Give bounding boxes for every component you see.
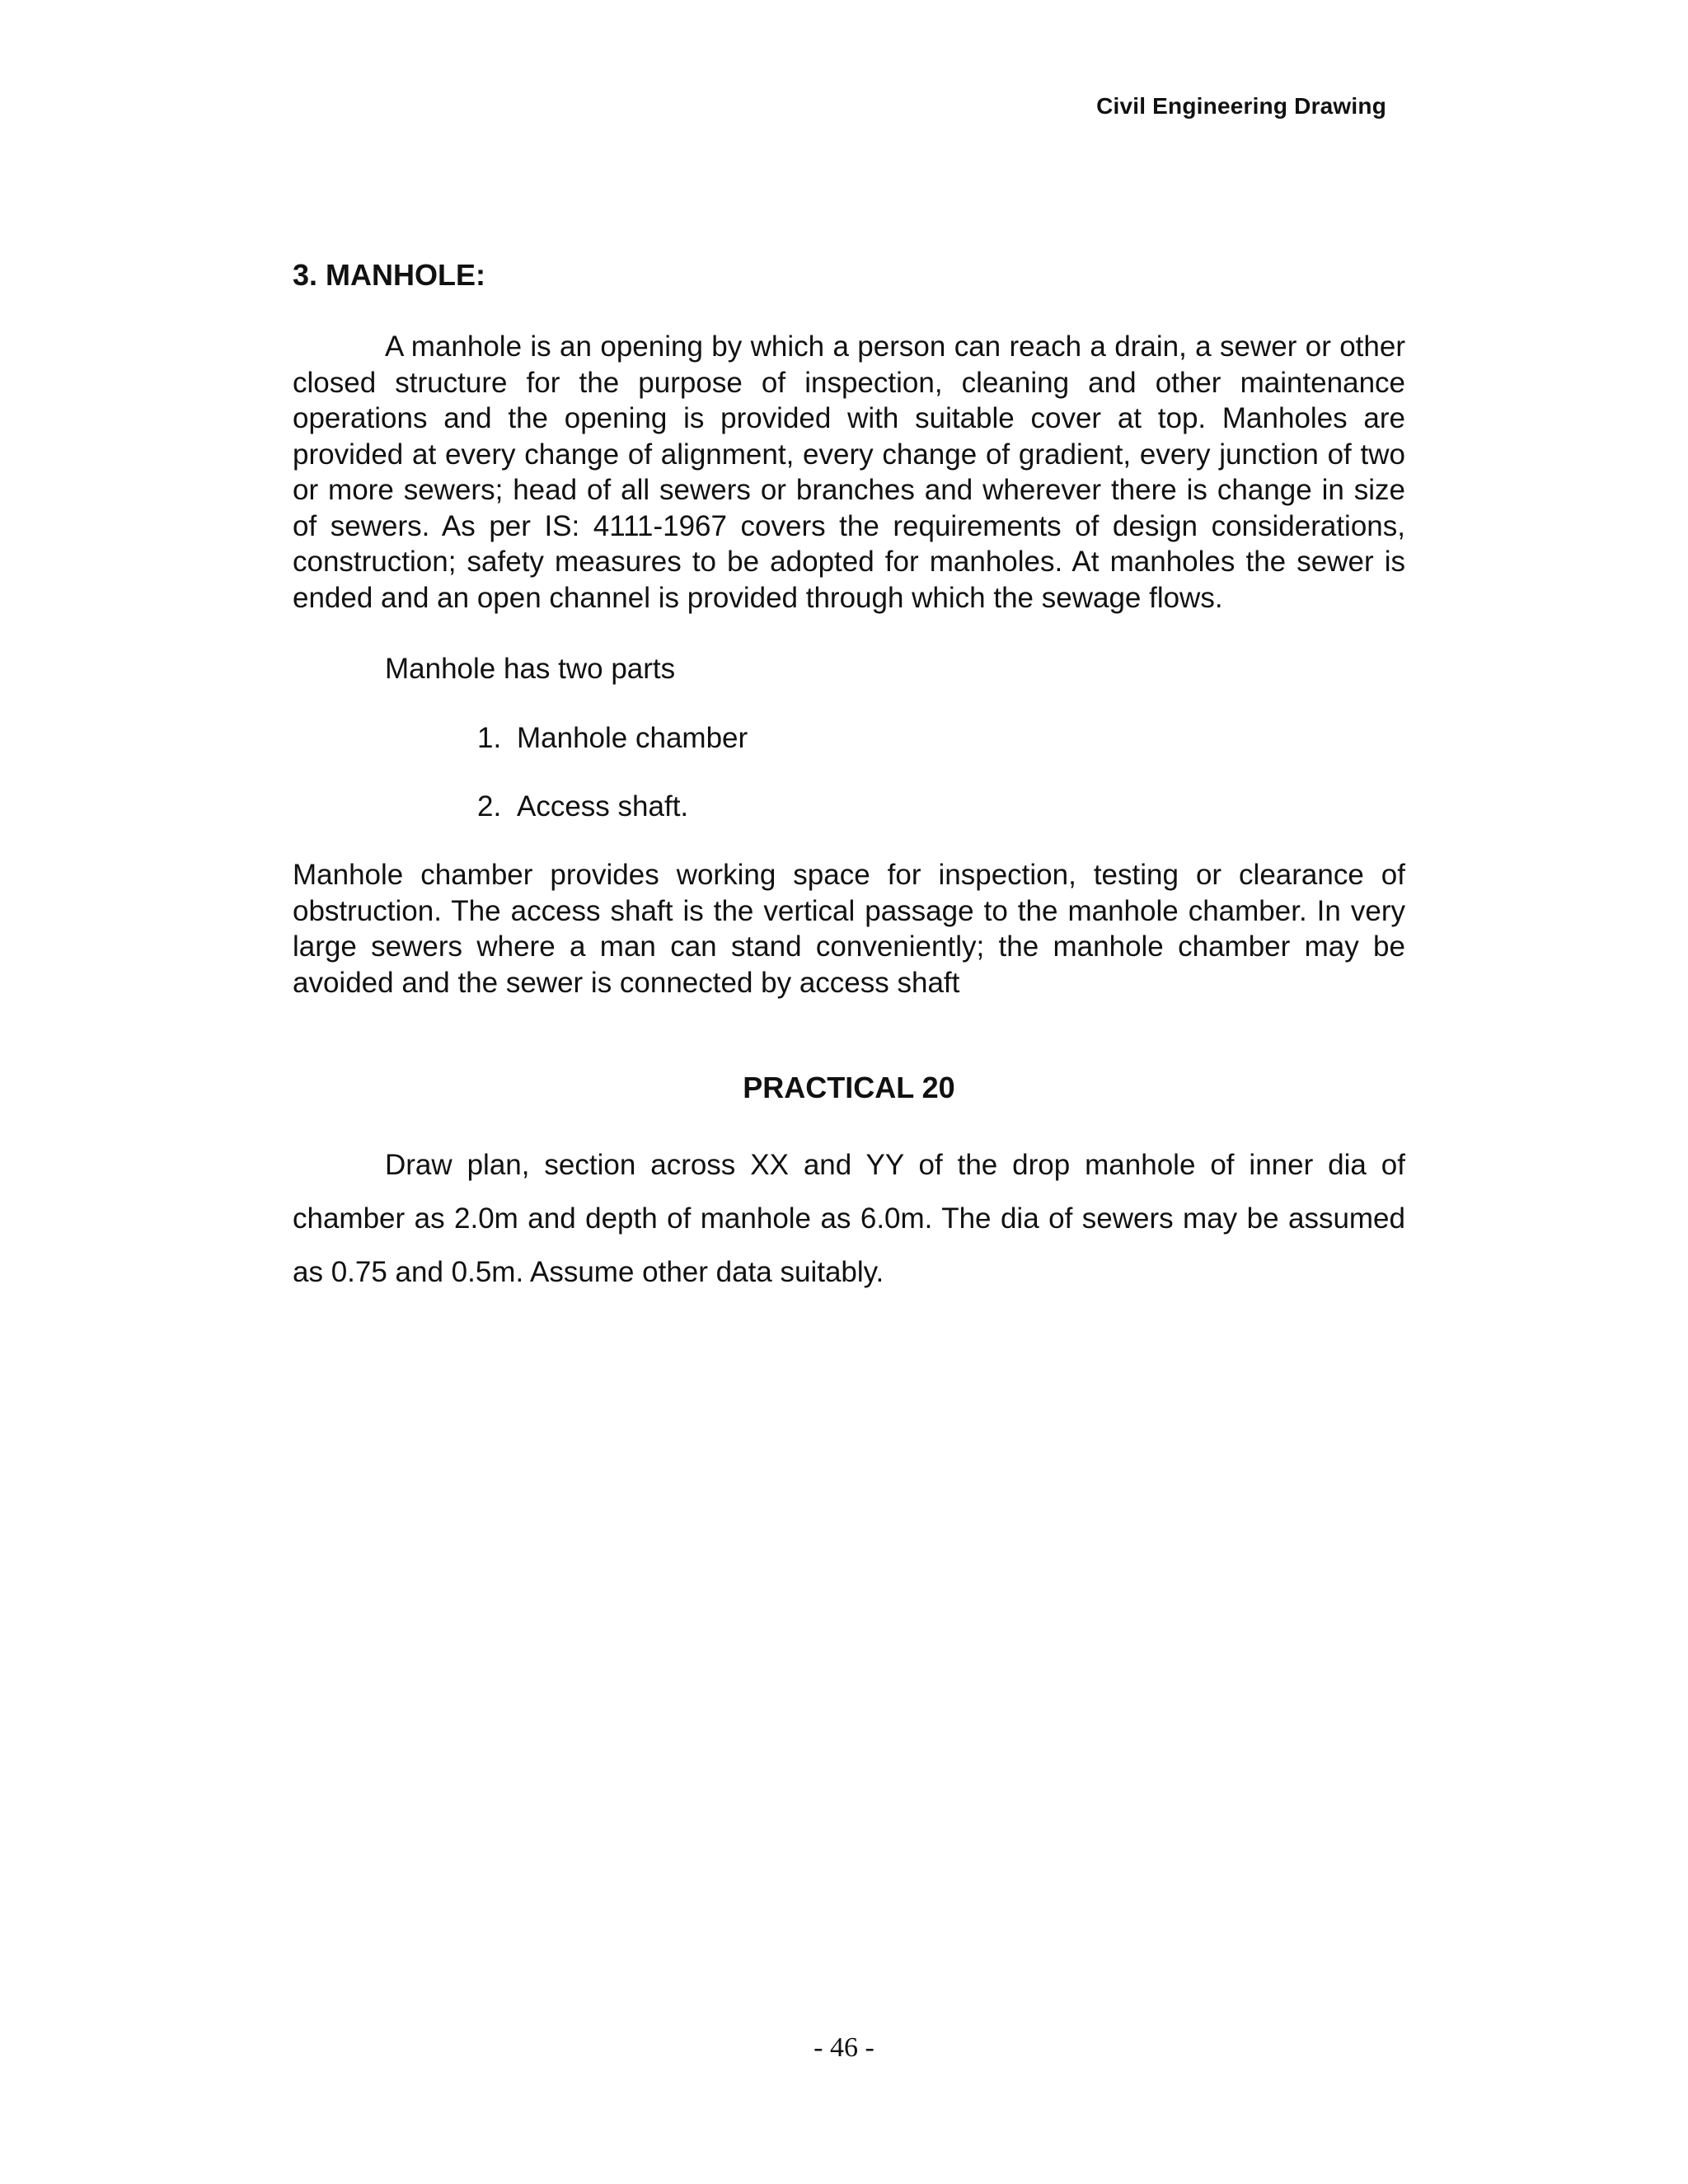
page-number: - 46 -	[814, 2032, 874, 2063]
manhole-definition-paragraph: A manhole is an opening by which a person can reach a drain, a sewer or other closed structure for the purpose of inspection, cleaning and other maintenance operations and the opening is provided with suitable cover at top. Manholes are provided at every change of alignment, every change of gradient, every junction of two or more sewers; head of all sewers or branches and wherever there is change in size of sewers. As per IS: 4111-1967 covers the requirements of design considerations, construction; safety measures to be adopted for manholes. At manholes the sewer is ended and an open channel is provided through which the sewage flows.	[293, 330, 1405, 614]
section-heading: 3. MANHOLE:	[293, 258, 485, 292]
list-item-number: 1.	[477, 722, 502, 754]
list-item-label: Manhole chamber	[517, 722, 748, 754]
parts-list	[293, 720, 1405, 825]
manhole-parts-paragraph: Manhole chamber provides working space for inspection, testing or clearance of obstruction. The access shaft is the vertical passage to the manhole chamber. In very large sewers where a man can stand conveniently; the manhole chamber may be avoided and the sewer is connected by access shaft	[293, 859, 1405, 999]
page-content	[293, 257, 1405, 1299]
running-header: Civil Engineering Drawing	[1096, 93, 1386, 119]
practical-heading: PRACTICAL 20	[743, 1071, 955, 1104]
list-item-number: 2.	[477, 790, 502, 823]
list-item	[293, 720, 1405, 757]
practical-instructions: Draw plan, section across XX and YY of the drop manhole of inner dia of chamber as 2.0m and depth of manhole as 6.0m. The dia of sewers may be assumed as 0.75 and 0.5m. Assume other data suitably.	[293, 1149, 1405, 1288]
list-item	[293, 789, 1405, 825]
parts-intro: Manhole has two parts	[385, 653, 676, 685]
list-item-label: Access shaft.	[517, 790, 689, 823]
